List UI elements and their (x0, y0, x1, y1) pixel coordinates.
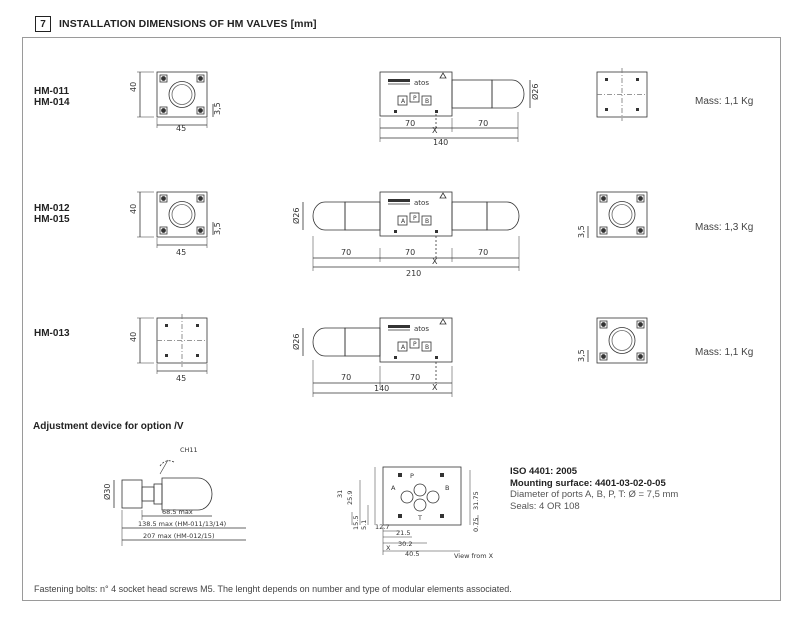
dim-width: 45 (176, 124, 187, 133)
adj-diameter: Ø30 (103, 483, 112, 500)
brand-label: atos (414, 79, 429, 87)
port-b: B (425, 98, 430, 105)
row1-front-view (137, 72, 213, 128)
dim-31-75: 31.75 (472, 491, 480, 510)
dim-30-2: 30.2 (398, 540, 413, 548)
mount-port-a: A (391, 484, 396, 492)
iso-line3: Diameter of ports A, B, P, T: Ø = 7,5 mm (510, 489, 679, 500)
dim-height: 40 (129, 81, 138, 92)
dim-left: 70 (405, 119, 416, 128)
model-name: HM-011 (34, 86, 70, 97)
mount-port-t: T (418, 514, 422, 522)
dim-total: 210 (406, 269, 422, 278)
dim-left: 70 (341, 248, 352, 257)
dim-side: 3,5 (213, 102, 222, 115)
dim-diameter: Ø26 (292, 207, 301, 224)
adj-dim2: 138.5 max (HM-011/13/14) (138, 520, 227, 528)
model-name: HM-012 (34, 203, 70, 214)
marker-x: X (432, 126, 438, 135)
dim-0-75: 0.75 (472, 517, 480, 532)
dim-diameter: Ø26 (292, 333, 301, 350)
model-name: HM-013 (34, 328, 70, 339)
dim-total: 140 (374, 384, 390, 393)
dim-21-5: 21.5 (396, 529, 411, 537)
dim-31: 31 (336, 489, 344, 498)
row2-front-view (137, 192, 213, 248)
dim-right: 70 (478, 248, 489, 257)
marker-x: X (432, 257, 438, 266)
mount-port-p: P (410, 472, 414, 480)
dim-25-9: 25.9 (346, 490, 354, 505)
section-title: INSTALLATION DIMENSIONS OF HM VALVES [mm] (59, 18, 317, 30)
iso-line4: Seals: 4 OR 108 (510, 500, 580, 512)
mounting-surface-drawing (352, 467, 478, 555)
port-p: P (413, 95, 417, 102)
dim-width: 45 (176, 248, 187, 257)
port-p: P (413, 215, 417, 222)
iso-line2: Mounting surface: 4401-03-02-0-05 (510, 477, 666, 489)
mass-row2: Mass: 1,3 Kg (695, 222, 754, 233)
dim-15-5: 15.5 (352, 515, 360, 530)
footnote: Fastening bolts: n° 4 socket head screws M5. The lenght depends on number and type of modular elements associated. (34, 584, 512, 594)
port-a: A (401, 344, 406, 351)
dim-12-7: 12.7 (375, 523, 390, 531)
row3-rear-view (588, 318, 647, 363)
row3-front-view (137, 314, 207, 374)
dim-height: 40 (129, 203, 138, 214)
dim-5-1: 5.1 (360, 519, 368, 530)
dim-width: 45 (176, 374, 187, 383)
row2-rear-view (588, 192, 647, 238)
port-a: A (401, 98, 406, 105)
port-b: B (425, 218, 430, 225)
adj-dim3: 207 max (HM-012/15) (143, 532, 215, 540)
brand-label: atos (414, 325, 429, 333)
iso-line1: ISO 4401: 2005 (510, 466, 578, 477)
port-p: P (413, 341, 417, 348)
dim-right: 70 (478, 119, 489, 128)
mass-row3: Mass: 1,1 Kg (695, 347, 754, 358)
dim-side: 3,5 (213, 222, 222, 235)
dim-right: 70 (410, 373, 421, 382)
mount-marker-x: X (386, 544, 391, 552)
dim-side-view: 3,5 (577, 225, 586, 238)
row1-rear-view (597, 68, 647, 121)
port-b: B (425, 344, 430, 351)
mount-port-b: B (445, 484, 450, 492)
dim-total: 140 (433, 138, 449, 147)
dim-height: 40 (129, 331, 138, 342)
port-a: A (401, 218, 406, 225)
model-name: HM-014 (34, 97, 70, 108)
dim-diameter: Ø26 (531, 83, 540, 100)
adjustment-title: Adjustment device for option /V (33, 421, 184, 432)
dim-left: 70 (341, 373, 352, 382)
dim-mid: 70 (405, 248, 416, 257)
row1-side-view (380, 72, 530, 142)
section-number: 7 (35, 16, 51, 32)
view-from-x: View from X (454, 552, 494, 560)
dim-40-5: 40.5 (405, 550, 420, 558)
brand-label: atos (414, 199, 429, 207)
row2-side-view (303, 192, 519, 271)
ch-label: CH11 (180, 446, 198, 454)
adj-dim1: 68.5 max (162, 508, 193, 516)
marker-x: X (432, 383, 438, 392)
dim-side-view: 3,5 (577, 349, 586, 362)
mass-row1: Mass: 1,1 Kg (695, 96, 754, 107)
model-name: HM-015 (34, 214, 70, 225)
